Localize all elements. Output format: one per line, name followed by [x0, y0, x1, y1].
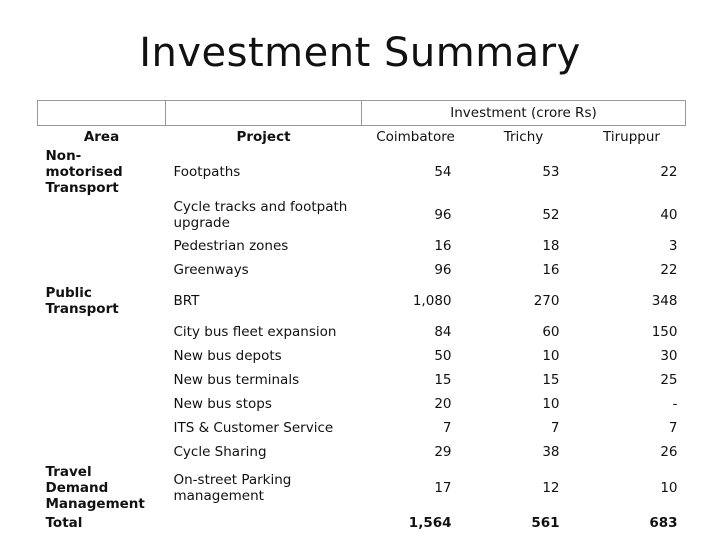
area-cell	[38, 392, 166, 416]
table-row	[38, 148, 686, 196]
project-cell: Cycle tracks and footpath upgrade	[173, 199, 348, 231]
total-label: Total	[45, 515, 83, 531]
table-row	[38, 368, 686, 392]
area-cell	[38, 258, 166, 282]
investment-table	[37, 100, 686, 534]
investment-header: Investment (crore Rs)	[362, 101, 686, 126]
tiruppur-cell: 10	[660, 480, 678, 496]
trichy-cell: 15	[542, 372, 560, 388]
table-row	[38, 416, 686, 440]
trichy-cell: 53	[542, 164, 560, 180]
trichy-cell: 10	[542, 396, 560, 412]
header-cell-empty-area	[38, 101, 166, 126]
area-cell	[38, 368, 166, 392]
area-cell: Travel Demand Management	[45, 464, 145, 512]
project-cell: Greenways	[173, 262, 249, 278]
area-cell	[38, 196, 166, 234]
trichy-cell: 60	[542, 324, 560, 340]
table-row	[38, 392, 686, 416]
table-row	[38, 440, 686, 464]
project-cell: Cycle Sharing	[173, 444, 267, 460]
area-cell	[38, 320, 166, 344]
column-header-project: Project	[236, 129, 291, 145]
coimbatore-cell: 7	[442, 420, 452, 436]
project-cell: City bus fleet expansion	[173, 324, 337, 340]
tiruppur-cell: 3	[668, 238, 678, 254]
project-cell: ITS & Customer Service	[173, 420, 334, 436]
header-cell-empty-project	[166, 101, 362, 126]
area-cell: Public Transport	[45, 285, 119, 317]
header-row-columns	[38, 126, 686, 149]
coimbatore-cell: 17	[434, 480, 452, 496]
coimbatore-cell: 96	[434, 207, 452, 223]
project-cell: New bus depots	[173, 348, 282, 364]
area-cell	[38, 416, 166, 440]
tiruppur-cell: 348	[651, 293, 678, 309]
coimbatore-cell: 50	[434, 348, 452, 364]
total-project-cell	[166, 512, 362, 534]
header-row-investment	[38, 101, 686, 126]
tiruppur-cell: 7	[668, 420, 678, 436]
column-header-tiruppur: Tiruppur	[603, 129, 660, 145]
project-cell: BRT	[173, 293, 200, 309]
tiruppur-cell: 25	[660, 372, 678, 388]
column-header-trichy: Trichy	[503, 129, 544, 145]
tiruppur-cell: 26	[660, 444, 678, 460]
coimbatore-cell: 1,080	[412, 293, 452, 309]
total-coimbatore: 1,564	[408, 515, 452, 531]
tiruppur-cell: 40	[660, 207, 678, 223]
area-cell	[38, 344, 166, 368]
trichy-cell: 7	[550, 420, 560, 436]
area-cell	[38, 234, 166, 258]
area-cell	[38, 440, 166, 464]
table-row	[38, 320, 686, 344]
coimbatore-cell: 84	[434, 324, 452, 340]
total-trichy: 561	[531, 515, 560, 531]
coimbatore-cell: 54	[434, 164, 452, 180]
tiruppur-cell: 30	[660, 348, 678, 364]
table-row	[38, 258, 686, 282]
trichy-cell: 270	[533, 293, 560, 309]
coimbatore-cell: 15	[434, 372, 452, 388]
coimbatore-cell: 20	[434, 396, 452, 412]
trichy-cell: 18	[542, 238, 560, 254]
trichy-cell: 10	[542, 348, 560, 364]
tiruppur-cell: 150	[651, 324, 678, 340]
table-row	[38, 282, 686, 320]
tiruppur-cell: 22	[660, 262, 678, 278]
trichy-cell: 16	[542, 262, 560, 278]
column-header-area: Area	[83, 129, 120, 145]
trichy-cell: 52	[542, 207, 560, 223]
tiruppur-cell: 22	[660, 164, 678, 180]
trichy-cell: 38	[542, 444, 560, 460]
slide-title: Investment Summary	[139, 30, 581, 76]
project-cell: On-street Parking management	[173, 472, 292, 504]
coimbatore-cell: 29	[434, 444, 452, 460]
table-row	[38, 196, 686, 234]
tiruppur-cell: -	[672, 396, 678, 412]
total-row	[38, 512, 686, 534]
table-row	[38, 234, 686, 258]
coimbatore-cell: 16	[434, 238, 452, 254]
project-cell: Pedestrian zones	[173, 238, 289, 254]
project-cell: New bus terminals	[173, 372, 300, 388]
trichy-cell: 12	[542, 480, 560, 496]
coimbatore-cell: 96	[434, 262, 452, 278]
total-tiruppur: 683	[649, 515, 678, 531]
project-cell: Footpaths	[173, 164, 241, 180]
column-header-coimbatore: Coimbatore	[376, 129, 455, 145]
table-row	[38, 344, 686, 368]
table-row	[38, 464, 686, 512]
project-cell: New bus stops	[173, 396, 272, 412]
area-cell: Non-motorised Transport	[45, 148, 123, 196]
